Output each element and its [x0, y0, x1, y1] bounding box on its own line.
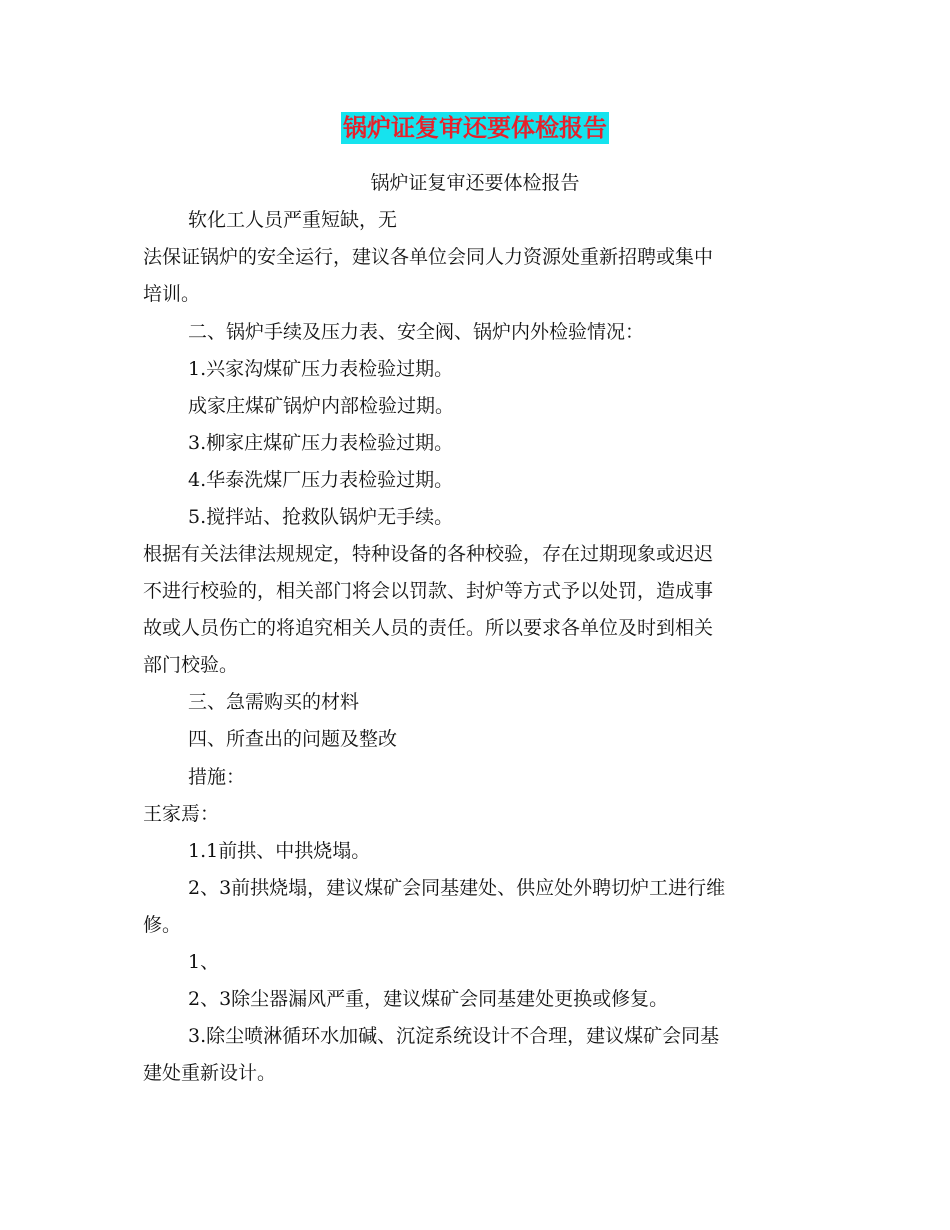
list-item: 成家庄煤矿锅炉内部检验过期。: [188, 395, 455, 417]
title-wrapper: [0, 112, 950, 144]
list-item: 3.除尘喷淋循环水加碱、沉淀系统设计不合理，建议煤矿会同基: [188, 1025, 720, 1047]
section-heading: 三、急需购买的材料: [188, 691, 360, 713]
paragraph-line: 故或人员伤亡的将追究相关人员的责任。所以要求各单位及时到相关: [143, 617, 714, 639]
paragraph-line: 建处重新设计。: [143, 1062, 277, 1084]
list-item: 2、3除尘器漏风严重，建议煤矿会同基建处更换或修复。: [188, 988, 669, 1010]
list-item: 1、: [188, 951, 220, 973]
paragraph-line: 根据有关法律法规规定，特种设备的各种校验，存在过期现象或迟迟: [143, 543, 714, 565]
paragraph-line: 软化工人员严重短缺，无: [188, 209, 398, 231]
document-title: 锅炉证复审还要体检报告: [343, 114, 607, 142]
document-subtitle: 锅炉证复审还要体检报告: [370, 172, 580, 194]
section-heading: 四、所查出的问题及整改: [188, 728, 398, 750]
list-item: 1.兴家沟煤矿压力表检验过期。: [188, 358, 454, 380]
list-item: 1.1前拱、中拱烧塌。: [188, 840, 371, 862]
paragraph-line: 部门校验。: [143, 654, 239, 676]
paragraph-line: 培训。: [143, 283, 201, 305]
paragraph-line: 修。: [143, 914, 182, 936]
paragraph-line: 王家焉：: [143, 803, 220, 825]
section-heading: 二、锅炉手续及压力表、安全阀、锅炉内外检验情况：: [188, 321, 645, 343]
paragraph-line: 不进行校验的，相关部门将会以罚款、封炉等方式予以处罚，造成事: [143, 580, 714, 602]
paragraph-line: 法保证锅炉的安全运行，建议各单位会同人力资源处重新招聘或集中: [143, 246, 714, 268]
list-item: 5.搅拌站、抢救队锅炉无手续。: [188, 506, 454, 528]
list-item: 3.柳家庄煤矿压力表检验过期。: [188, 432, 454, 454]
list-item: 2、3前拱烧塌，建议煤矿会同基建处、供应处外聘切炉工进行维: [188, 877, 726, 899]
list-item: 4.华泰洗煤厂压力表检验过期。: [188, 469, 454, 491]
paragraph-line: 措施：: [188, 766, 246, 788]
